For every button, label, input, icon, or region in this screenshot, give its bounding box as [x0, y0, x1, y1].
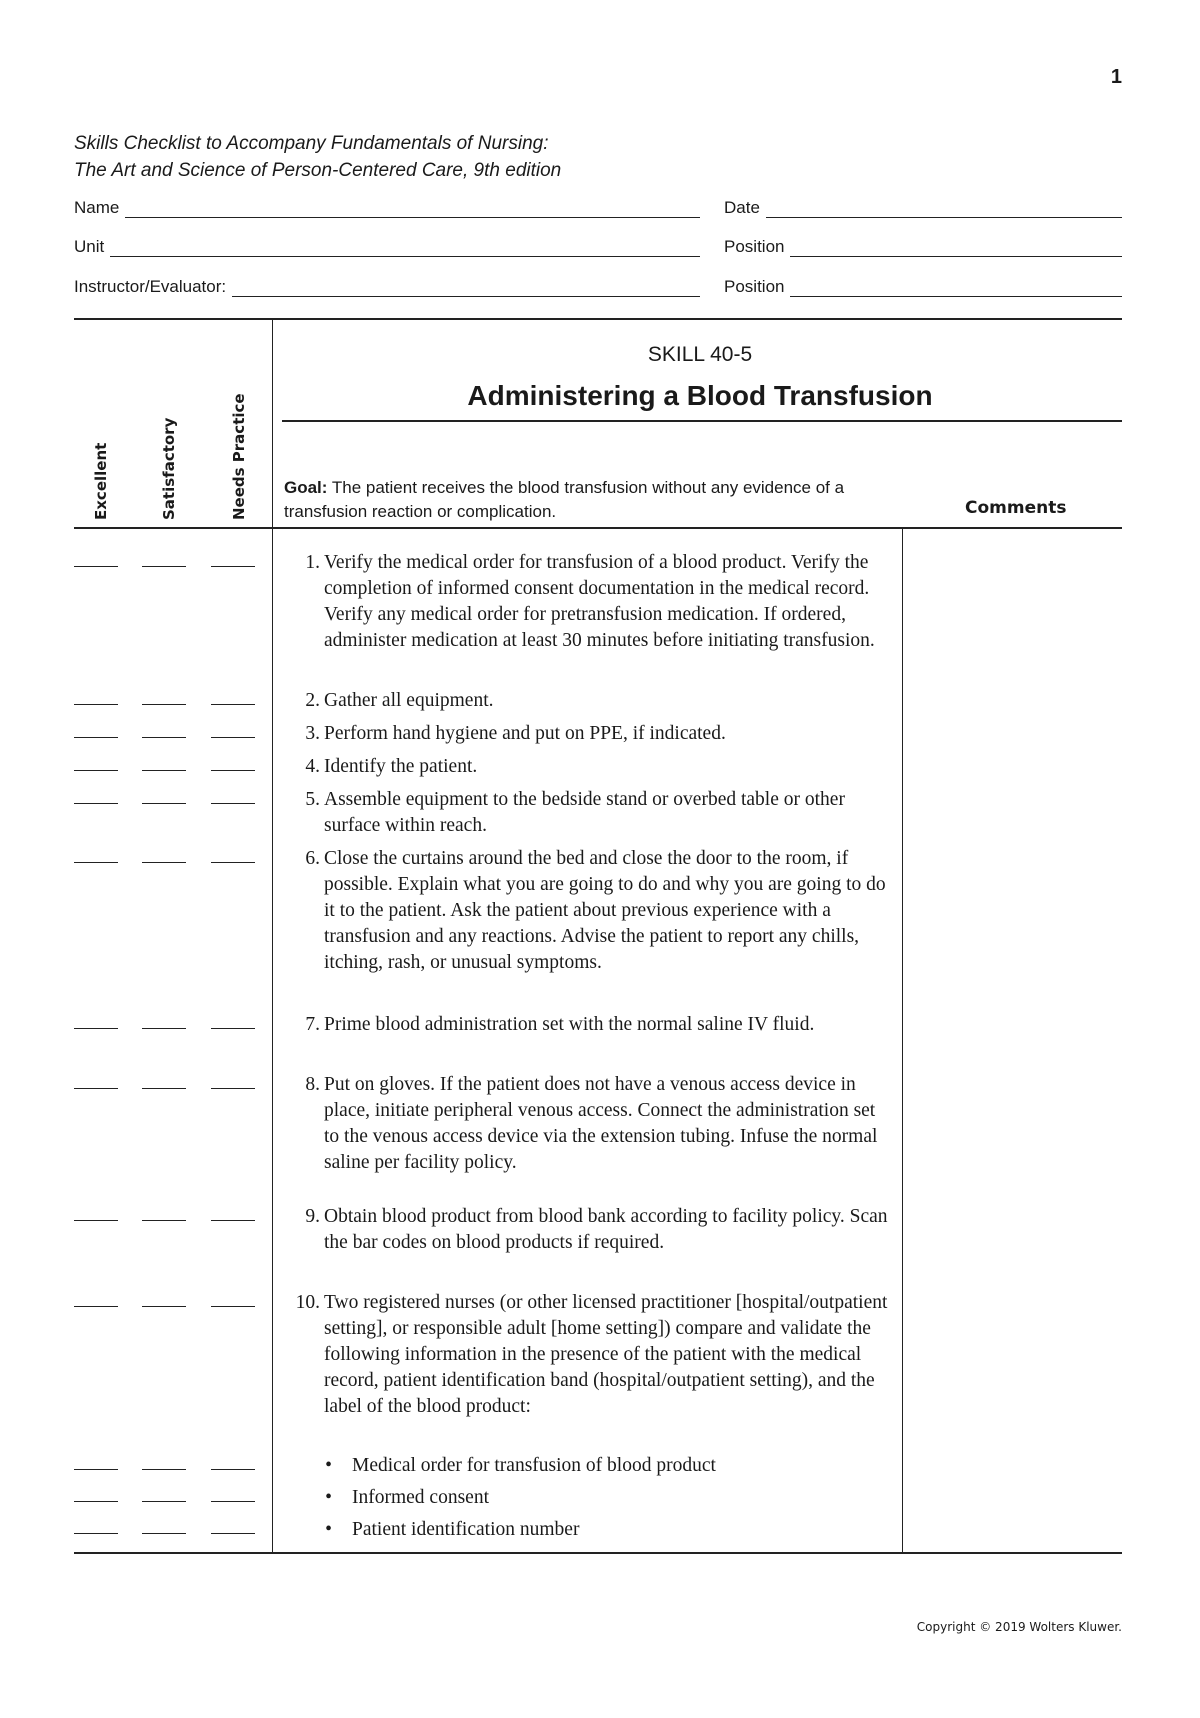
rating-header-excellent: Excellent	[92, 442, 110, 520]
rating-column-divider	[272, 320, 273, 1553]
step-number: 4.	[305, 756, 320, 777]
excellent-blank[interactable]	[74, 1306, 118, 1307]
step-number: 5.	[305, 789, 320, 810]
step-text: Identify the patient.	[324, 756, 478, 777]
copyright-notice: Copyright © 2019 Wolters Kluwer.	[916, 1620, 1122, 1634]
step-item	[284, 1072, 894, 1176]
bullet-marker: •	[325, 1519, 332, 1540]
rating-blanks[interactable]	[74, 704, 256, 706]
rating-blanks[interactable]	[74, 770, 256, 772]
rating-blanks[interactable]	[74, 1533, 256, 1535]
instructor-field[interactable]	[74, 277, 700, 297]
needs-practice-blank[interactable]	[211, 770, 255, 771]
rating-blanks[interactable]	[74, 1220, 256, 1222]
step-item	[284, 1204, 894, 1256]
needs-practice-blank[interactable]	[211, 737, 255, 738]
satisfactory-blank[interactable]	[142, 1088, 186, 1089]
step-number: 9.	[305, 1206, 320, 1227]
step-text: Prime blood administration set with the normal saline IV fluid.	[324, 1014, 815, 1035]
step-item	[284, 787, 894, 839]
step-text: Patient identification number	[352, 1519, 580, 1540]
step-text: Gather all equipment.	[324, 690, 494, 711]
subtitle-line-1: Skills Checklist to Accompany Fundamentals of Nursing:	[74, 133, 549, 154]
goal-statement	[284, 476, 904, 524]
position-2-field[interactable]	[724, 277, 1122, 297]
rating-blanks[interactable]	[74, 737, 256, 739]
satisfactory-blank[interactable]	[142, 1220, 186, 1221]
step-text: Informed consent	[352, 1487, 489, 1508]
step-text: Medical order for transfusion of blood product	[352, 1455, 716, 1476]
step-number: 7.	[305, 1014, 320, 1035]
excellent-blank[interactable]	[74, 862, 118, 863]
needs-practice-blank[interactable]	[211, 704, 255, 705]
satisfactory-blank[interactable]	[142, 1501, 186, 1502]
sub-step-item	[284, 1453, 894, 1479]
rating-header-satisfactory: Satisfactory	[160, 417, 178, 520]
excellent-blank[interactable]	[74, 803, 118, 804]
step-number: 1.	[305, 552, 320, 573]
instructor-label: Instructor/Evaluator:	[74, 277, 227, 296]
bullet-marker: •	[325, 1487, 332, 1508]
satisfactory-blank[interactable]	[142, 770, 186, 771]
rating-blanks[interactable]	[74, 1469, 256, 1471]
step-text: Verify the medical order for transfusion of a blood product. Verify the completion of informed consent documentation in the medical record. Verify any medical order for pretransfusion medication. If ordered, administer medication at least 30 minutes before initiating transfusion.	[324, 552, 875, 651]
satisfactory-blank[interactable]	[142, 1533, 186, 1534]
needs-practice-blank[interactable]	[211, 566, 255, 567]
comments-header: Comments	[965, 498, 1067, 518]
step-item	[284, 846, 894, 976]
satisfactory-blank[interactable]	[142, 862, 186, 863]
satisfactory-blank[interactable]	[142, 737, 186, 738]
excellent-blank[interactable]	[74, 1469, 118, 1470]
excellent-blank[interactable]	[74, 1533, 118, 1534]
satisfactory-blank[interactable]	[142, 566, 186, 567]
table-top-rule	[74, 318, 1122, 320]
subtitle-line-2: The Art and Science of Person-Centered Care, 9th edition	[74, 160, 562, 181]
header-bottom-rule	[74, 527, 1122, 529]
satisfactory-blank[interactable]	[142, 1306, 186, 1307]
unit-label: Unit	[74, 237, 105, 256]
needs-practice-blank[interactable]	[211, 1501, 255, 1502]
rating-blanks[interactable]	[74, 1501, 256, 1503]
step-text: Assemble equipment to the bedside stand or overbed table or other surface within reach.	[324, 789, 845, 836]
excellent-blank[interactable]	[74, 1088, 118, 1089]
satisfactory-blank[interactable]	[142, 1028, 186, 1029]
skill-title: Administering a Blood Transfusion	[467, 380, 933, 411]
step-number: 8.	[305, 1074, 320, 1095]
needs-practice-blank[interactable]	[211, 803, 255, 804]
title-rule	[282, 420, 1122, 422]
position-2-label: Position	[724, 277, 785, 296]
excellent-blank[interactable]	[74, 1501, 118, 1502]
excellent-blank[interactable]	[74, 566, 118, 567]
goal-text: The patient receives the blood transfusion without any evidence of a transfusion reaction or complication.	[284, 478, 845, 521]
satisfactory-blank[interactable]	[142, 803, 186, 804]
needs-practice-blank[interactable]	[211, 1469, 255, 1470]
step-text: Perform hand hygiene and put on PPE, if indicated.	[324, 723, 726, 744]
step-number: 2.	[305, 690, 320, 711]
satisfactory-blank[interactable]	[142, 704, 186, 705]
step-number: 6.	[305, 848, 320, 869]
step-item	[284, 688, 894, 714]
name-label: Name	[74, 198, 120, 217]
unit-field[interactable]	[74, 237, 700, 257]
page-number: 1	[1110, 66, 1122, 88]
excellent-blank[interactable]	[74, 737, 118, 738]
sub-step-item	[284, 1517, 894, 1543]
excellent-blank[interactable]	[74, 770, 118, 771]
sub-step-item	[284, 1485, 894, 1511]
rating-blanks[interactable]	[74, 566, 256, 568]
bullet-marker: •	[325, 1455, 332, 1476]
position-line[interactable]	[790, 238, 1122, 257]
table-bottom-rule	[74, 1552, 1122, 1554]
goal-label: Goal:	[284, 478, 328, 497]
rating-blanks[interactable]	[74, 1028, 256, 1030]
skill-number: SKILL 40-5	[647, 343, 753, 366]
position-2-line[interactable]	[790, 278, 1122, 297]
instructor-line[interactable]	[232, 278, 700, 297]
step-item	[284, 1290, 894, 1420]
rating-blanks[interactable]	[74, 1088, 256, 1090]
rating-header-needs-practice: Needs Practice	[230, 393, 248, 520]
needs-practice-blank[interactable]	[211, 1220, 255, 1221]
step-number: 10.	[295, 1292, 320, 1313]
date-field[interactable]	[724, 198, 1122, 218]
step-text: Close the curtains around the bed and close the door to the room, if possible. Explain what you are going to do and why you are going to do it to the patient. Ask the patient about previous experience with a transfusion and any reactions. Advise the patient to report any chills, itching, rash, or unusual symptoms.	[324, 848, 886, 973]
date-label: Date	[724, 198, 760, 217]
needs-practice-blank[interactable]	[211, 1088, 255, 1089]
excellent-blank[interactable]	[74, 704, 118, 705]
excellent-blank[interactable]	[74, 1220, 118, 1221]
name-field[interactable]	[74, 198, 700, 218]
step-text: Obtain blood product from blood bank according to facility policy. Scan the bar codes on blood products if required.	[324, 1206, 888, 1253]
unit-line[interactable]	[110, 238, 700, 257]
comments-column-divider	[902, 529, 903, 1553]
needs-practice-blank[interactable]	[211, 862, 255, 863]
position-field[interactable]	[724, 237, 1122, 257]
step-item	[284, 754, 894, 780]
step-item	[284, 721, 894, 747]
step-item	[284, 550, 894, 654]
rating-blanks[interactable]	[74, 1306, 256, 1308]
satisfactory-blank[interactable]	[142, 1469, 186, 1470]
step-text: Two registered nurses (or other licensed practitioner [hospital/outpatient setting], or responsible adult [home setting]) compare and validate the following information in the presence of the patient with the medical record, patient identification band (hospital/outpatient setting), and the label of the blood product:	[324, 1292, 888, 1417]
position-label: Position	[724, 237, 785, 256]
needs-practice-blank[interactable]	[211, 1028, 255, 1029]
step-item	[284, 1012, 894, 1038]
rating-blanks[interactable]	[74, 862, 256, 864]
date-line[interactable]	[766, 199, 1122, 218]
needs-practice-blank[interactable]	[211, 1533, 255, 1534]
step-number: 3.	[305, 723, 320, 744]
book-subtitle	[74, 130, 561, 184]
needs-practice-blank[interactable]	[211, 1306, 255, 1307]
name-line[interactable]	[125, 199, 700, 218]
step-text: Put on gloves. If the patient does not have a venous access device in place, initiate peripheral venous access. Connect the administration set to the venous access device via the extension tubing. Infuse the normal saline per facility policy.	[324, 1074, 878, 1173]
excellent-blank[interactable]	[74, 1028, 118, 1029]
rating-blanks[interactable]	[74, 803, 256, 805]
